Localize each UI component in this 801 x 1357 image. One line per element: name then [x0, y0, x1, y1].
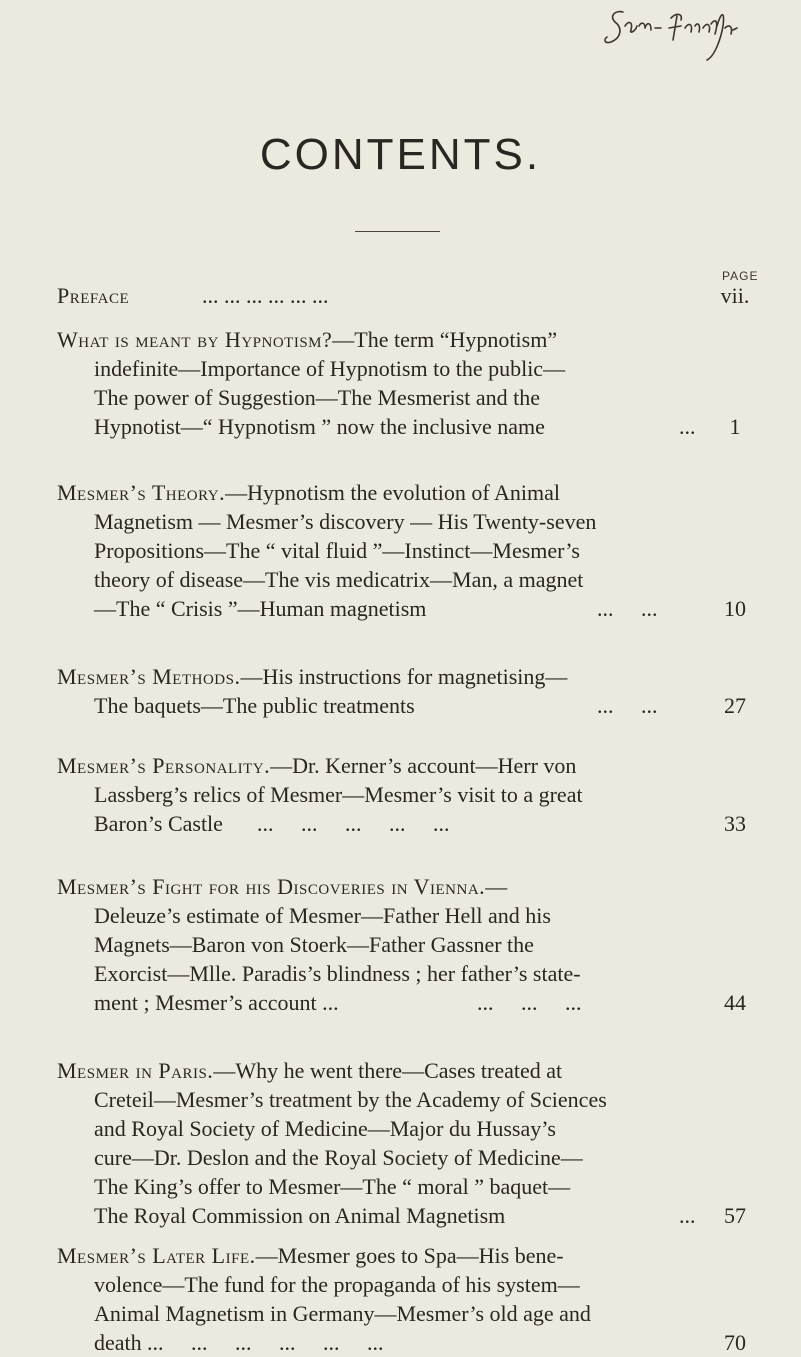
toc-line: Creteil—Mesmer’s treatment by the Academy of Sciences [94, 1087, 607, 1112]
toc-heading: Mesmer’s Fight for his Discoveries in Vienna. [57, 874, 486, 899]
toc-line: Exorcist—Mlle. Paradis’s blindness ; her father’s state- [94, 961, 581, 986]
toc-heading: Mesmer’s Later Life. [57, 1243, 256, 1268]
toc-entry-hypnotism [57, 325, 707, 441]
toc-line-text: death [94, 1330, 142, 1355]
toc-heading: Mesmer’s Personality. [57, 753, 271, 778]
toc-line [57, 281, 707, 310]
page-column-label: PAGE [722, 269, 759, 283]
toc-heading: Mesmer in Paris. [57, 1058, 214, 1083]
toc-line: Mesmer’s Theory.—Hypnotism the evolution of Animal [57, 480, 560, 505]
toc-entry-theory [57, 478, 707, 623]
toc-entry-methods [57, 662, 707, 720]
title-divider [355, 231, 440, 232]
toc-line: Mesmer in Paris.—Why he went there—Cases treated at [57, 1058, 563, 1083]
page-title: CONTENTS. [259, 130, 542, 179]
toc-heading: Mesmer’s Theory. [57, 480, 226, 505]
toc-line: Mesmer’s Later Life.—Mesmer goes to Spa—His bene- [57, 1243, 564, 1268]
toc-page-number: 44 [724, 990, 746, 1015]
handwritten-signature [585, 4, 801, 66]
toc-line: Propositions—The “ vital fluid ”—Instinct—Mesmer’s [94, 538, 580, 563]
toc-line: and Royal Society of Medicine—Major du Hussay’s [94, 1116, 556, 1141]
toc-line: The Royal Commission on Animal Magnetism ... [94, 1203, 696, 1228]
toc-page-number: 33 [724, 811, 746, 836]
toc-line: Baron’s Castle ... ... ... ... ... [94, 811, 450, 836]
toc-line: ment ; Mesmer’s account ... ... ... ... [94, 990, 582, 1015]
toc-line: theory of disease—The vis medicatrix—Man, a magnet [94, 567, 584, 592]
toc-page-number: 57 [724, 1203, 746, 1228]
toc-line: indefinite—Importance of Hypnotism to the public— [94, 356, 566, 381]
toc-line: What is meant by Hypnotism?—The term “Hypnotism” [57, 327, 558, 352]
toc-entry-vienna [57, 872, 707, 1017]
toc-entry-paris [57, 1056, 707, 1230]
toc-entry-preface [57, 281, 707, 310]
toc-line: Mesmer’s Methods.—His instructions for magnetising— [57, 664, 568, 689]
toc-entry-later-life [57, 1241, 707, 1357]
toc-line-text: volence—The fund for the propaganda of his system— [94, 1272, 580, 1297]
toc-line: The power of Suggestion—The Mesmerist and the [94, 385, 541, 410]
toc-line: The King’s offer to Mesmer—The “ moral ” baquet— [94, 1174, 571, 1199]
toc-line-text: Animal Magnetism in Germany—Mesmer’s old age and [94, 1301, 591, 1326]
toc-line [57, 1299, 707, 1328]
toc-line: Mesmer’s Personality.—Dr. Kerner’s account—Herr von [57, 753, 577, 778]
toc-line: The baquets—The public treatments ... ... [94, 693, 658, 718]
toc-page-number: vii. [720, 283, 750, 308]
toc-entry-personality [57, 751, 707, 838]
leader-dots: ... ... ... ... ... ... [202, 283, 329, 308]
toc-line [57, 1328, 707, 1357]
toc-line: cure—Dr. Deslon and the Royal Society of Medicine— [94, 1145, 583, 1170]
toc-line: Hypnotist—“ Hypnotism ” now the inclusive name ... [94, 414, 696, 439]
toc-line: Magnets—Baron von Stoerk—Father Gassner the [94, 932, 534, 957]
toc-heading: Mesmer’s Methods. [57, 664, 241, 689]
toc-page-number: 10 [724, 596, 746, 621]
leader-dots: ... ... ... ... ... ... [147, 1330, 384, 1355]
toc-line: —The “ Crisis ”—Human magnetism ... ... [94, 596, 658, 621]
toc-line: Lassberg’s relics of Mesmer—Mesmer’s visit to a great [94, 782, 583, 807]
toc-line [57, 1270, 707, 1299]
toc-heading: Preface [57, 283, 130, 308]
toc-line: Magnetism — Mesmer’s discovery — His Twenty-seven [94, 509, 597, 534]
toc-page-number: 1 [729, 414, 741, 439]
toc-page-number: 27 [724, 693, 746, 718]
toc-page-number: 70 [724, 1330, 746, 1355]
toc-line: Mesmer’s Fight for his Discoveries in Vienna.— [57, 874, 508, 899]
toc-heading: What is meant by Hypnotism? [57, 327, 333, 352]
toc-line: Deleuze’s estimate of Mesmer—Father Hell and his [94, 903, 551, 928]
